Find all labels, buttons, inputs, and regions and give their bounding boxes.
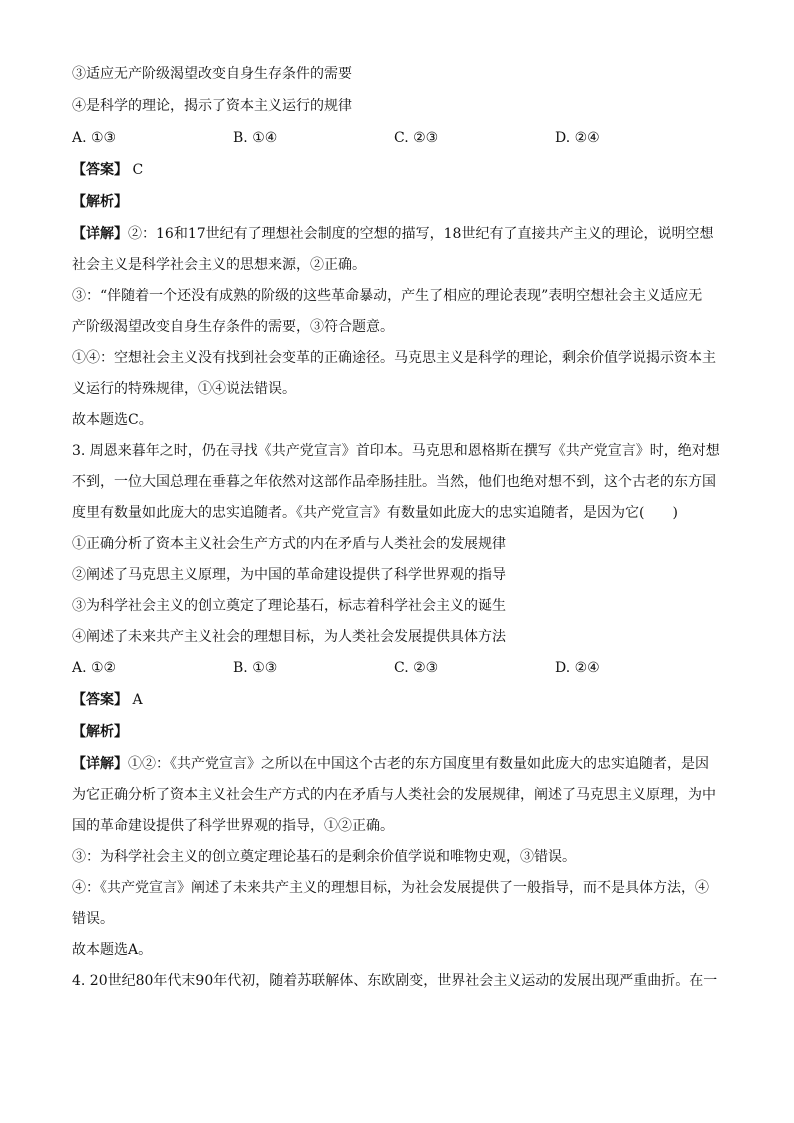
q2-answer-value: C (132, 162, 144, 178)
q2-detail-tag: 【详解】 (72, 226, 128, 242)
q3-answer-value: A (132, 692, 143, 708)
q3-item-1: ①正确分析了资本主义社会生产方式的内在矛盾与人类社会的发展规律 (72, 536, 506, 552)
q2-answer-tag: 【答案】 (72, 162, 128, 178)
q3-stem-line: 不到，一位大国总理在垂暮之年依然对这部作品牵肠挂肚。当然，他们也绝对想不到，这个古老的东方国 (72, 474, 716, 490)
q2-analysis-tag: 【解析】 (72, 194, 128, 210)
q3-stem-line: 3. 周恩来暮年之时，仍在寻找《共产党宣言》首印本。马克思和恩格斯在撰写《共产党宣言》时，绝对想 (72, 443, 720, 459)
q3-stem-line: 度里有数量如此庞大的忠实追随者。《共产党宣言》有数量如此庞大的忠实追随者，是因为它( ) (72, 505, 678, 521)
q3-analysis-tag: 【解析】 (72, 724, 128, 740)
q2-item-3: ③适应无产阶级渴望改变自身生存条件的需要 (72, 66, 352, 82)
q3-option-d: D. ②④ (555, 660, 600, 676)
q3-option-b: B. ①③ (233, 660, 278, 676)
q2-conclusion: 故本题选C。 (72, 412, 153, 428)
q3-detail-line: 国的革命建设提供了科学世界观的指导，①②正确。 (72, 818, 394, 834)
q2-detail-line: ③：“伴随着一个还没有成熟的阶级的这些革命暴动，产生了相应的理论表现”表明空想社会主义适应无 (72, 288, 703, 304)
q3-detail-line: 为它正确分析了资本主义社会生产方式的内在矛盾与人类社会的发展规律，阐述了马克思主义原理，为中 (72, 787, 716, 803)
q3-detail-line: ③：为科学社会主义的创立奠定理论基石的是剩余价值学说和唯物史观，③错误。 (72, 849, 576, 865)
q2-option-c: C. ②③ (394, 130, 439, 146)
q3-option-c: C. ②③ (394, 660, 439, 676)
q2-option-d: D. ②④ (555, 130, 600, 146)
q4-stem-line: 4. 20世纪80年代末90年代初，随着苏联解体、东欧剧变，世界社会主义运动的发展出现严重曲折。在一 (72, 973, 718, 989)
q2-options (72, 126, 732, 158)
q3-item-4: ④阐述了未来共产主义社会的理想目标，为人类社会发展提供具体方法 (72, 629, 506, 645)
q3-detail-line: ④：《共产党宣言》阐述了未来共产主义的理想目标，为社会发展提供了一般指导，而不是具体方法，④ (72, 880, 709, 896)
q3-answer (72, 688, 732, 720)
q2-detail-line: 义运行的特殊规律，①④说法错误。 (72, 381, 296, 397)
q3-answer-tag: 【答案】 (72, 692, 128, 708)
q3-options (72, 656, 732, 688)
q3-option-a: A. ①② (72, 660, 117, 676)
q3-item-3: ③为科学社会主义的创立奠定了理论基石，标志着科学社会主义的诞生 (72, 598, 506, 614)
q2-item-4: ④是科学的理论，揭示了资本主义运行的规律 (72, 98, 352, 114)
q3-item-2: ②阐述了马克思主义原理，为中国的革命建设提供了科学世界观的指导 (72, 567, 506, 583)
q2-detail-line: 产阶级渴望改变自身生存条件的需要，③符合题意。 (72, 319, 394, 335)
q2-detail-line: 社会主义是科学社会主义的思想来源，②正确。 (72, 257, 366, 273)
q3-conclusion: 故本题选A。 (72, 942, 153, 958)
document-page (72, 62, 732, 1001)
q2-detail-line: ①④：空想社会主义没有找到社会变革的正确途径。马克思主义是科学的理论，剩余价值学说揭示资本主 (72, 350, 716, 366)
q3-detail-tag: 【详解】 (72, 756, 128, 772)
q2-answer (72, 158, 732, 190)
q2-option-a: A. ①③ (72, 130, 117, 146)
q2-option-b: B. ①④ (233, 130, 278, 146)
q3-detail-line: 错误。 (72, 911, 114, 927)
q3-detail-line: 【详解】①②：《共产党宣言》之所以在中国这个古老的东方国度里有数量如此庞大的忠实追随者，是因 (72, 756, 709, 772)
q2-detail-line: 【详解】②：16和17世纪有了理想社会制度的空想的描写，18世纪有了直接共产主义的理论，说明空想 (72, 226, 714, 242)
